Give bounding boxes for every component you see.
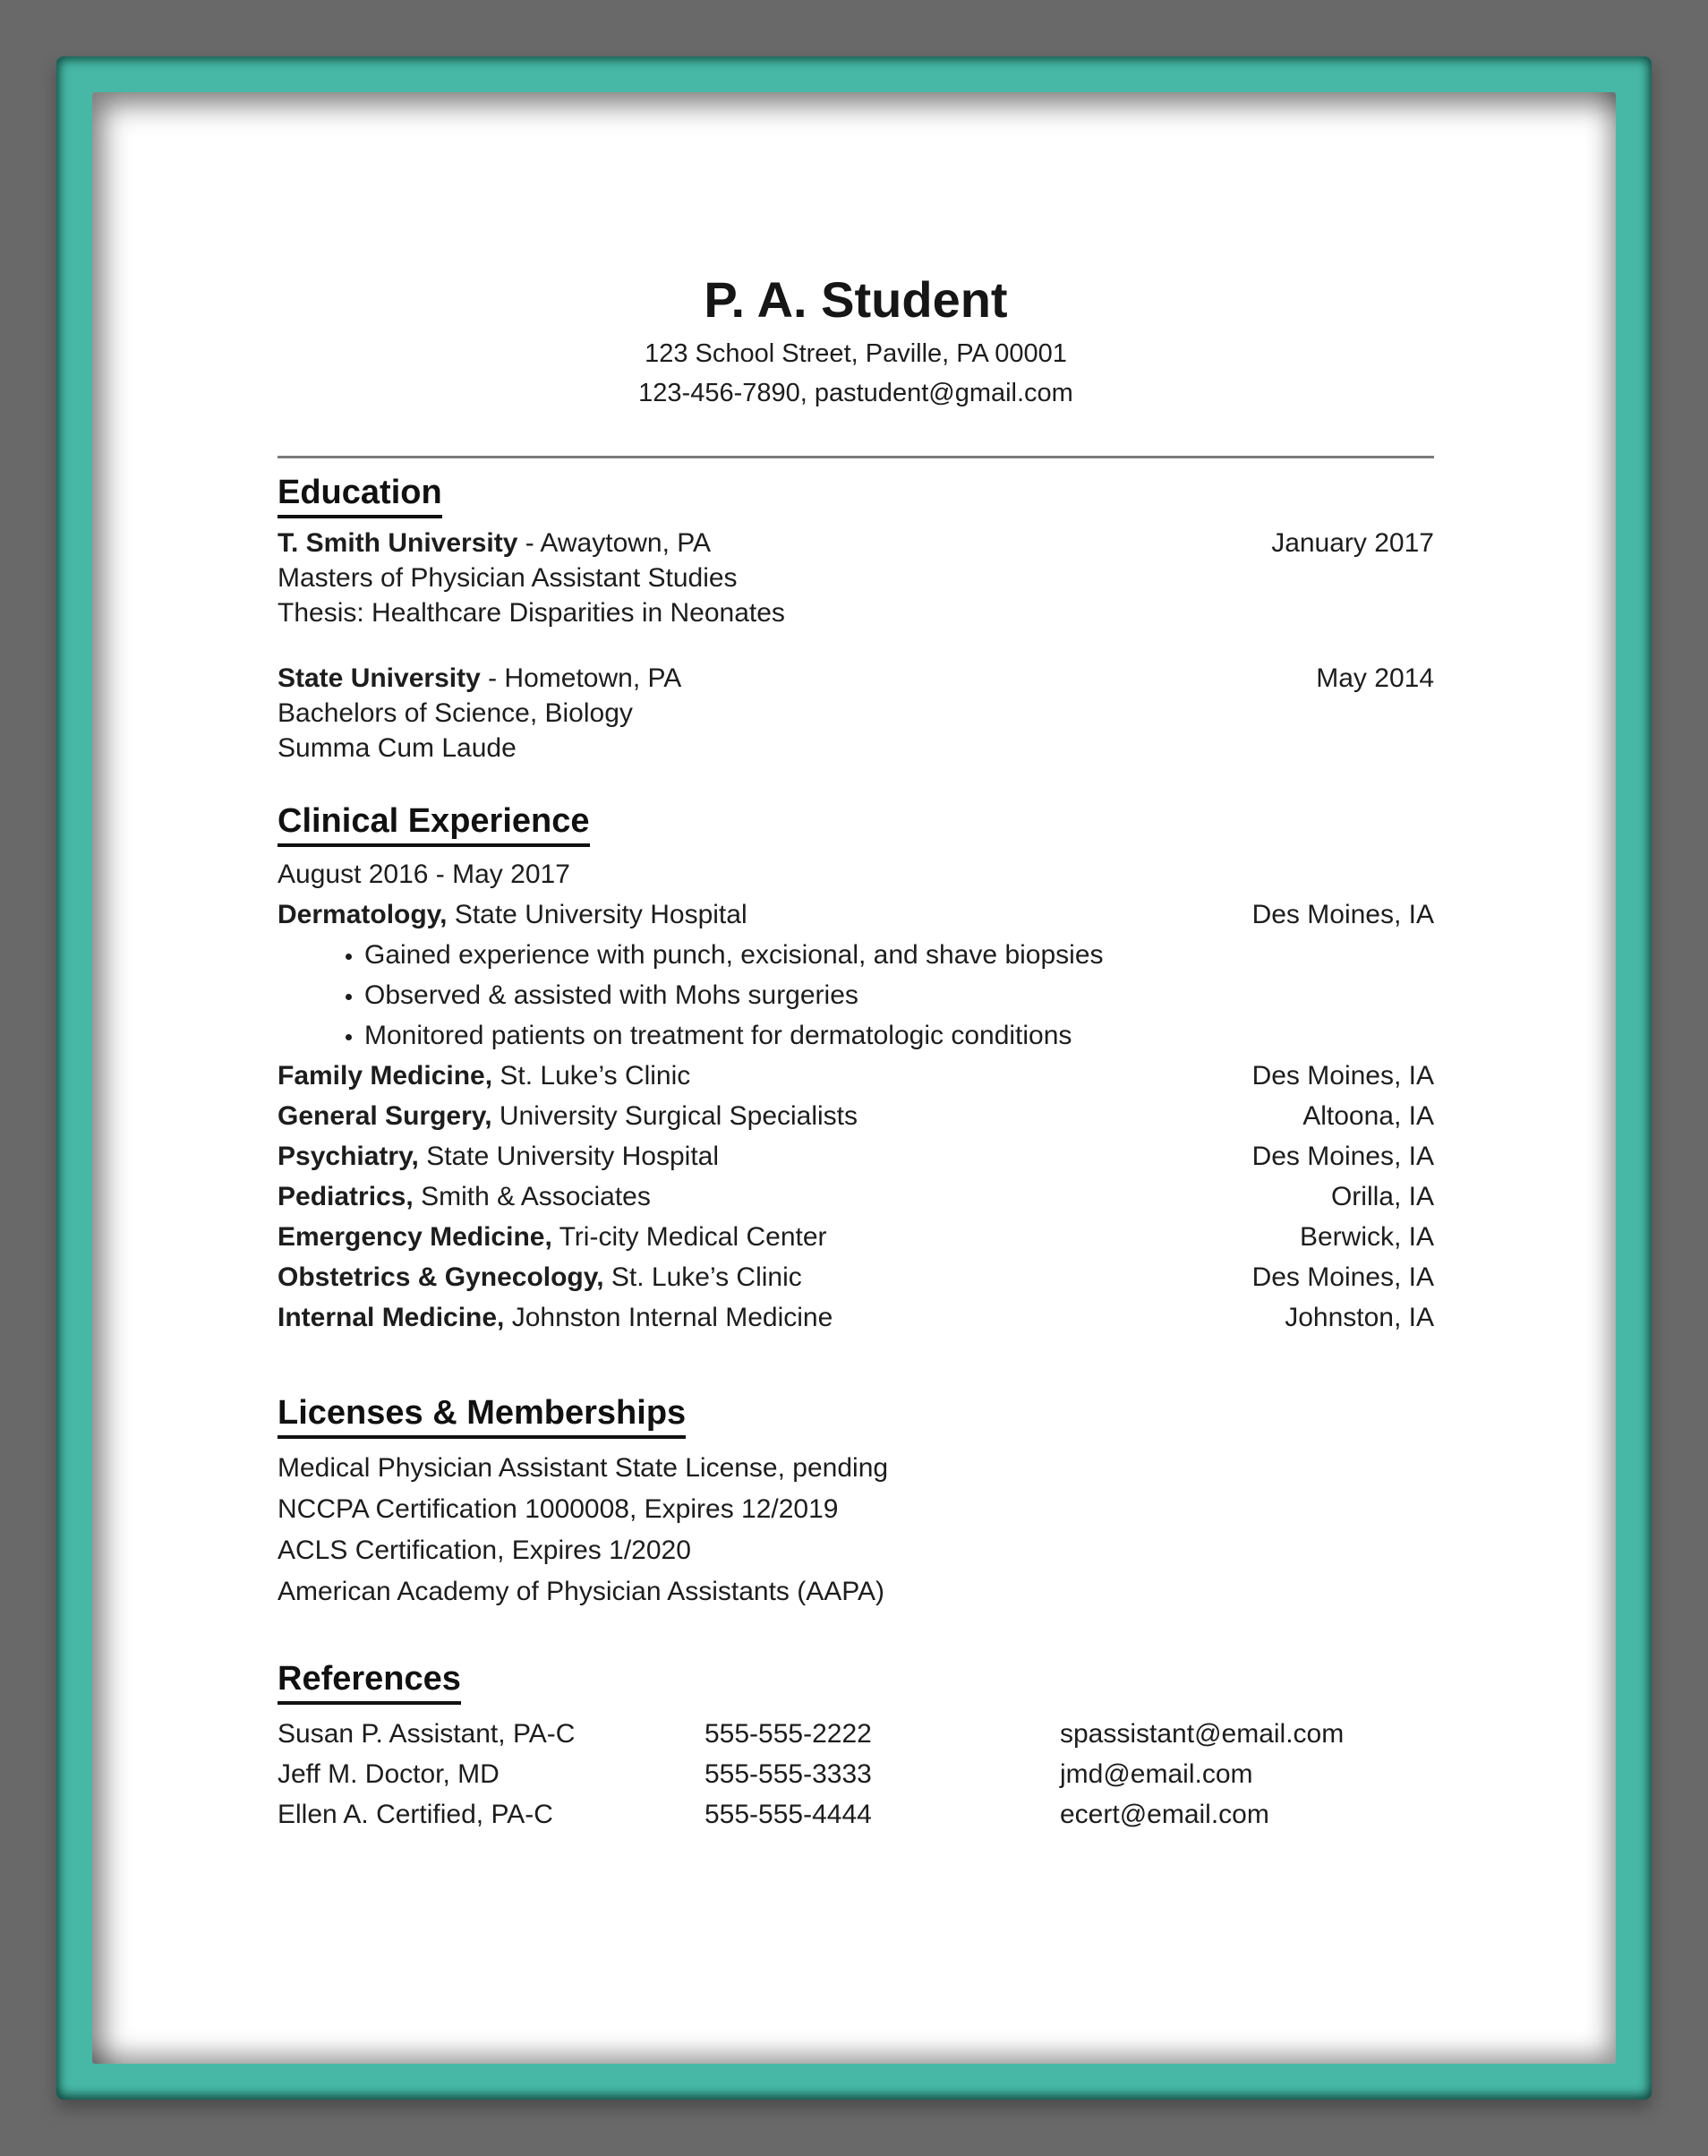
education-entry-institution-line bbox=[278, 661, 681, 696]
rotation-specialty: Dermatology, bbox=[278, 900, 448, 929]
institution-location: - Hometown, PA bbox=[480, 663, 682, 693]
education-entry-header bbox=[278, 526, 1434, 560]
education-entry-detail: Thesis: Healthcare Disparities in Neonates bbox=[278, 598, 785, 628]
education-entry-detail: Masters of Physician Assistant Studies bbox=[278, 563, 738, 593]
rotation-location: Des Moines, IA bbox=[1251, 1061, 1434, 1091]
rotation-site: Johnston Internal Medicine bbox=[504, 1303, 833, 1332]
rotation-row bbox=[278, 1096, 1434, 1136]
rotation-specialty: General Surgery, bbox=[278, 1101, 492, 1131]
license-item: Medical Physician Assistant State License, pending bbox=[278, 1453, 889, 1483]
rotation-label bbox=[278, 894, 747, 935]
education-entry-institution-line bbox=[278, 526, 711, 560]
reference-email: ecert@email.com bbox=[1060, 1800, 1269, 1829]
rotation-label bbox=[278, 1096, 858, 1136]
rotation-specialty: Psychiatry, bbox=[278, 1142, 419, 1171]
rotation-location: Altoona, IA bbox=[1302, 1101, 1434, 1131]
education-entry bbox=[278, 661, 1434, 766]
clinical-date-range: August 2016 - May 2017 bbox=[278, 860, 570, 889]
reference-phone: 555-555-4444 bbox=[705, 1800, 872, 1829]
rotation-label bbox=[278, 1136, 719, 1176]
resume-content bbox=[92, 92, 1616, 1835]
education-entry bbox=[278, 526, 1434, 630]
resume-page bbox=[92, 92, 1616, 2064]
rotation-location: Orilla, IA bbox=[1330, 1182, 1434, 1211]
rotation-row bbox=[278, 1297, 1434, 1338]
rotation-site: State University Hospital bbox=[447, 900, 747, 929]
resume-contact: 123-456-7890, pastudent@gmail.com bbox=[638, 379, 1073, 407]
institution-name: State University bbox=[278, 663, 481, 693]
rotation-label bbox=[278, 1257, 802, 1297]
education-entry-date: January 2017 bbox=[1271, 528, 1434, 558]
education-entry-detail: Bachelors of Science, Biology bbox=[278, 698, 633, 728]
rotation-row bbox=[278, 1056, 1434, 1096]
rotation-site: State University Hospital bbox=[418, 1142, 720, 1171]
rotation-location: Des Moines, IA bbox=[1251, 1142, 1434, 1171]
rotation-site: Smith & Associates bbox=[413, 1182, 651, 1211]
education-entry-detail: Summa Cum Laude bbox=[278, 733, 517, 763]
rotation-specialty: Internal Medicine, bbox=[278, 1303, 505, 1332]
reference-name: Susan P. Assistant, PA-C bbox=[278, 1719, 576, 1749]
rotation-location: Berwick, IA bbox=[1299, 1222, 1434, 1252]
reference-row bbox=[278, 1754, 1434, 1794]
section-title-clinical-experience: Clinical Experience bbox=[278, 800, 1434, 847]
education-entry-date: May 2014 bbox=[1316, 663, 1434, 693]
reference-name: Ellen A. Certified, PA-C bbox=[278, 1800, 553, 1829]
rotation-specialty: Obstetrics & Gynecology, bbox=[278, 1262, 604, 1292]
rotation-site: St. Luke’s Clinic bbox=[492, 1061, 691, 1091]
reference-row bbox=[278, 1714, 1434, 1754]
document-frame bbox=[56, 56, 1652, 2100]
rotation-label bbox=[278, 1297, 833, 1338]
header-divider bbox=[278, 456, 1434, 458]
rotation-site: St. Luke’s Clinic bbox=[603, 1262, 802, 1292]
reference-email: spassistant@email.com bbox=[1060, 1719, 1345, 1749]
section-title-licenses: Licenses & Memberships bbox=[278, 1391, 1434, 1439]
rotation-specialty: Emergency Medicine, bbox=[278, 1222, 552, 1252]
rotation-site: Tri-city Medical Center bbox=[551, 1222, 827, 1252]
bullet-item: • Monitored patients on treatment for dermatologic conditions bbox=[364, 1015, 1434, 1056]
resume-name: P. A. Student bbox=[704, 271, 1008, 328]
reference-name: Jeff M. Doctor, MD bbox=[278, 1759, 500, 1789]
institution-location: - Awaytown, PA bbox=[517, 528, 712, 558]
rotation-row bbox=[278, 1176, 1434, 1217]
rotation-label bbox=[278, 1217, 827, 1257]
reference-row bbox=[278, 1794, 1434, 1835]
rotation-label bbox=[278, 1176, 651, 1217]
reference-phone: 555-555-2222 bbox=[705, 1719, 872, 1749]
rotation-location: Des Moines, IA bbox=[1251, 900, 1434, 929]
license-item: American Academy of Physician Assistants (AAPA) bbox=[278, 1577, 885, 1606]
bullet-item: • Gained experience with punch, excisional, and shave biopsies bbox=[364, 935, 1434, 975]
bullet-item: • Observed & assisted with Mohs surgeries bbox=[364, 975, 1434, 1015]
rotation-row bbox=[278, 894, 1434, 935]
reference-phone: 555-555-3333 bbox=[705, 1759, 872, 1789]
institution-name: T. Smith University bbox=[278, 528, 518, 558]
license-item: ACLS Certification, Expires 1/2020 bbox=[278, 1536, 691, 1565]
rotation-label bbox=[278, 1056, 690, 1096]
rotation-specialty: Pediatrics, bbox=[278, 1182, 414, 1211]
education-entry-header bbox=[278, 661, 1434, 696]
reference-email: jmd@email.com bbox=[1060, 1759, 1253, 1789]
rotation-specialty: Family Medicine, bbox=[278, 1061, 493, 1091]
rotation-row bbox=[278, 1257, 1434, 1297]
rotation-site: University Surgical Specialists bbox=[491, 1101, 858, 1131]
section-title-education: Education bbox=[278, 471, 1434, 518]
rotation-row bbox=[278, 1217, 1434, 1257]
rotation-location: Johnston, IA bbox=[1285, 1303, 1434, 1332]
resume-address: 123 School Street, Paville, PA 00001 bbox=[645, 339, 1067, 368]
section-title-references: References bbox=[278, 1657, 1434, 1705]
rotation-bullet-list bbox=[278, 935, 1434, 1056]
license-item: NCCPA Certification 1000008, Expires 12/2019 bbox=[278, 1494, 839, 1524]
rotation-row bbox=[278, 1136, 1434, 1176]
rotation-location: Des Moines, IA bbox=[1251, 1262, 1434, 1292]
